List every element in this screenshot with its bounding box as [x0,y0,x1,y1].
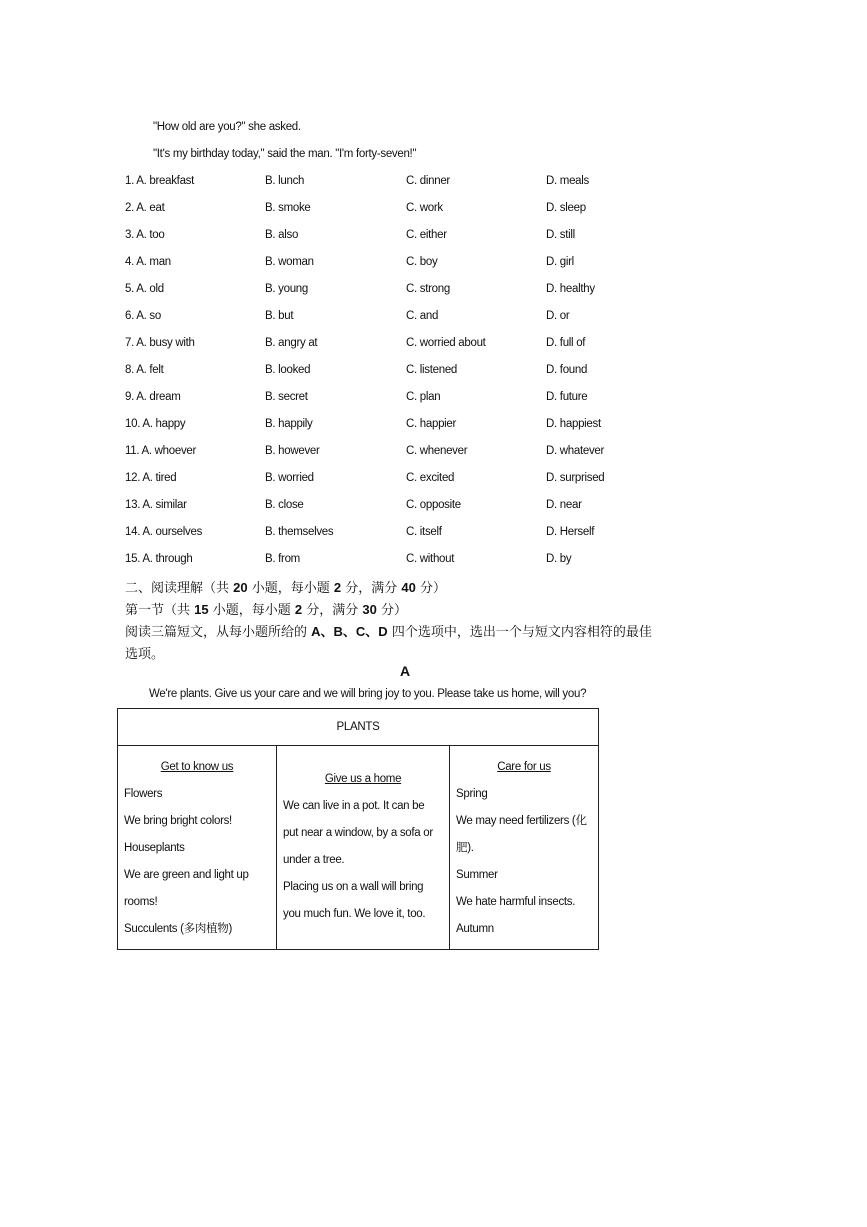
line: We may need fertilizers (化 [456,815,587,827]
option-c: C. opposite [406,499,461,511]
option-c: C. listened [406,364,458,376]
option-a: 11. A. whoever [125,445,197,457]
option-a: 12. A. tired [125,472,177,484]
question-row [125,364,725,384]
option-d: D. or [546,310,570,322]
option-d: D. surprised [546,472,605,484]
line: Houseplants [124,842,185,854]
question-row [125,391,725,411]
option-b: B. from [265,553,300,565]
question-row [125,499,725,519]
column-get-to-know-us [118,746,277,950]
line: We can live in a pot. It can be [283,800,425,812]
option-d: D. whatever [546,445,605,457]
line: 肥). [456,842,474,854]
dialogue-line-1: "How old are you?" she asked. [153,121,301,133]
option-c: C. and [406,310,439,322]
option-d: D. full of [546,337,586,349]
instructions-line-2: 选项。 [125,647,165,662]
option-d: D. found [546,364,588,376]
option-a: 9. A. dream [125,391,181,403]
question-row [125,310,725,330]
line: Succulents (多肉植物) [124,923,233,935]
option-c: C. whenever [406,445,468,457]
option-b: B. angry at [265,337,318,349]
line: We bring bright colors! [124,815,232,827]
line: put near a window, by a sofa or [283,827,433,839]
option-a: 8. A. felt [125,364,164,376]
option-c: C. dinner [406,175,450,187]
option-b: B. close [265,499,304,511]
question-row [125,202,725,222]
option-c: C. excited [406,472,455,484]
option-a: 2. A. eat [125,202,165,214]
column-heading: Give us a home [324,773,402,785]
section-heading: 二、阅读理解（共 20 小题，每小题 2 分，满分 40 分） [125,580,446,596]
option-a: 1. A. breakfast [125,175,195,187]
dialogue-line-2: "It's my birthday today," said the man. "I'm forty-seven!" [153,148,417,160]
option-b: B. happily [265,418,313,430]
option-a: 6. A. so [125,310,161,322]
option-a: 13. A. similar [125,499,187,511]
option-a: 10. A. happy [125,418,186,430]
option-d: D. happiest [546,418,601,430]
option-b: B. smoke [265,202,311,214]
option-b: B. worried [265,472,314,484]
question-row [125,418,725,438]
option-b: B. looked [265,364,311,376]
line: Autumn [456,923,494,935]
question-row [125,337,725,357]
option-d: D. near [546,499,582,511]
option-d: D. Herself [546,526,595,538]
option-d: D. future [546,391,588,403]
option-b: B. young [265,283,308,295]
option-a: 5. A. old [125,283,164,295]
option-d: D. sleep [546,202,586,214]
option-c: C. happier [406,418,457,430]
line: Flowers [124,788,163,800]
option-d: D. girl [546,256,574,268]
line: rooms! [124,896,158,908]
line: We are green and light up [124,869,249,881]
option-d: D. meals [546,175,589,187]
option-c: C. work [406,202,443,214]
column-heading: Get to know us [160,761,234,773]
passage-letter: A [400,663,411,679]
question-row [125,445,725,465]
option-a: 15. A. through [125,553,193,565]
option-c: C. either [406,229,447,241]
question-row [125,472,725,492]
column-care-for-us [450,746,599,950]
part-heading: 第一节（共 15 小题，每小题 2 分，满分 30 分） [125,602,407,618]
option-b: B. also [265,229,299,241]
option-a: 4. A. man [125,256,171,268]
question-row [125,256,725,276]
column-heading: Care for us [497,761,551,773]
question-row [125,175,725,195]
plants-table [117,708,599,950]
line: Summer [456,869,498,881]
option-b: B. lunch [265,175,305,187]
option-a: 3. A. too [125,229,165,241]
option-c: C. strong [406,283,450,295]
question-row [125,526,725,546]
line: Placing us on a wall will bring [283,881,424,893]
question-row [125,283,725,303]
option-b: B. secret [265,391,308,403]
line: you much fun. We love it, too. [283,908,426,920]
option-c: C. without [406,553,455,565]
column-give-us-a-home [277,746,450,950]
option-c: C. boy [406,256,438,268]
line: We hate harmful insects. [456,896,576,908]
option-c: C. plan [406,391,441,403]
instructions-line-1: 阅读三篇短文，从每小题所给的 A、B、C、D 四个选项中，选出一个与短文内容相符的最佳 [125,624,652,640]
line: Spring [456,788,488,800]
option-c: C. worried about [406,337,486,349]
option-d: D. still [546,229,575,241]
option-d: D. by [546,553,572,565]
passage-intro: We're plants. Give us your care and we will bring joy to you. Please take us home, will you? [149,688,587,700]
option-b: B. however [265,445,320,457]
option-b: B. but [265,310,294,322]
option-a: 14. A. ourselves [125,526,203,538]
option-c: C. itself [406,526,442,538]
option-b: B. themselves [265,526,334,538]
option-a: 7. A. busy with [125,337,195,349]
option-d: D. healthy [546,283,595,295]
question-row [125,553,725,573]
question-row [125,229,725,249]
option-b: B. woman [265,256,314,268]
table-title: PLANTS [118,709,599,746]
line: under a tree. [283,854,345,866]
